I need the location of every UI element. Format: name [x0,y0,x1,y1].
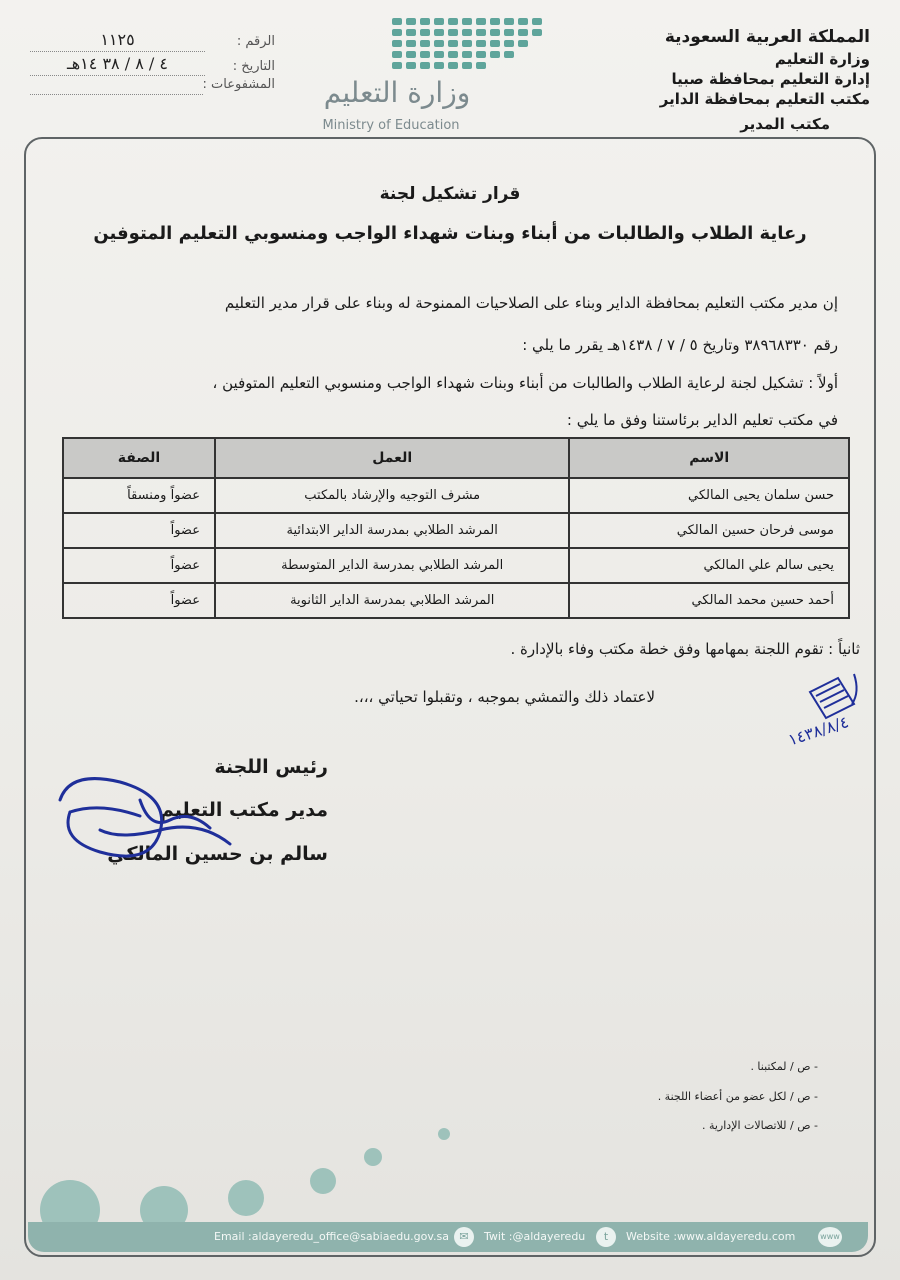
column-header-name: الاسم [569,438,849,478]
column-header-role: الصفة [63,438,215,478]
cc-item: - ص / للاتصالات الإدارية . [701,1119,818,1132]
body-paragraph-1: إن مدير مكتب التعليم بمحافظة الداير وبناء على الصلاحيات الممنوحة له وبناء على قرار مدير التعليم [224,294,838,312]
member-job: المرشد الطلابي بمدرسة الداير الابتدائية [215,513,570,548]
reference-attachments-value [30,94,203,95]
stamp-date: ١٤٣٨/٨/٤ [785,712,851,750]
reference-date-label: التاريخ : [232,58,275,74]
decorative-dot [310,1168,336,1194]
signature-position: مدير مكتب التعليم [159,799,328,821]
reference-attachments-row [30,76,275,95]
member-role: عضواً ومنسقاً [63,478,215,513]
header-country: المملكة العربية السعودية [664,27,870,47]
reference-attachments-label: المشفوعات : [202,77,275,93]
closing-remark: لاعتماد ذلك والتمشي بموجبه ، وتقبلوا تحياتي ،،،. [354,688,655,706]
signature-name: سالم بن حسين المالكي [107,843,328,865]
footer-bar [28,1222,868,1252]
signature-title: رئيس اللجنة [214,756,328,778]
committee-title: رعاية الطلاب والطالبات من أبناء وبنات شهداء الواجب ومنسوبي التعليم المتوفين [93,223,807,244]
footer-email: Email :aldayeredu_office@sabiaedu.gov.sa [214,1230,450,1243]
member-name: موسى فرحان حسين المالكي [569,513,849,548]
reference-number-row [30,28,275,52]
header-org-block [590,26,870,134]
email-icon: ✉ [454,1227,474,1247]
member-name: حسن سلمان يحيى المالكي [569,478,849,513]
member-role: عضواً [63,513,215,548]
table-row [63,513,849,548]
member-role: عضواً [63,548,215,583]
www-icon: www [818,1227,842,1247]
body-paragraph-4: في مكتب تعليم الداير برئاستنا وفق ما يلي : [566,411,838,429]
table-header-row [63,438,849,478]
committee-members-table [62,437,850,619]
header-directorate: إدارة التعليم بمحافظة صبيا [671,70,870,89]
member-role: عضواً [63,583,215,618]
decorative-dot [438,1128,450,1140]
decision-title: قرار تشكيل لجنة [379,184,521,204]
logo-english-text: Ministry of Education [322,118,460,133]
footer-twitter: Twit :@aldayeredu [484,1230,586,1243]
handwritten-signature-icon [40,760,240,870]
header-reference-fields [30,28,275,95]
member-name: يحيى سالم علي المالكي [569,548,849,583]
cc-item: - ص / لمكتبنا . [750,1060,818,1073]
table-row [63,548,849,583]
decorative-dot [228,1180,264,1216]
member-job: المرشد الطلابي بمدرسة الداير المتوسطة [215,548,570,583]
twitter-icon: t [596,1227,616,1247]
reference-number-label: الرقم : [236,34,275,50]
logo-arabic-text: وزارة التعليم [323,76,471,109]
decorative-dot [364,1148,382,1166]
member-job: المرشد الطلابي بمدرسة الداير الثانوية [215,583,570,618]
member-name: أحمد حسين محمد المالكي [569,583,849,618]
body-paragraph-3: أولاً : تشكيل لجنة لرعاية الطلاب والطالبات من أبناء وبنات شهداء الواجب ومنسوبي التعليم المتوفين ، [212,374,838,392]
reference-date-value: ٤ / ٨ / ٣٨ ١٤هـ [30,52,205,76]
header-department: مكتب المدير [740,114,830,133]
footer-website: Website :www.aldayeredu.com [626,1230,796,1243]
reference-number-value: ١١٢٥ [30,28,205,52]
approval-stamp-icon [770,666,870,750]
reference-date-row [30,52,275,76]
column-header-job: العمل [215,438,570,478]
table-row [63,583,849,618]
header-ministry: وزارة التعليم [774,49,870,68]
second-clause: ثانياً : تقوم اللجنة بمهامها وفق خطة مكتب وفاء بالإدارة . [510,640,860,658]
table-row [63,478,849,513]
body-paragraph-2: رقم ٣٨٩٦٨٣٣٠ وتاريخ ٥ / ٧ / ١٤٣٨هـ يقرر ما يلي : [522,336,838,354]
member-job: مشرف التوجيه والإرشاد بالمكتب [215,478,570,513]
header-office: مكتب التعليم بمحافظة الداير [659,90,870,109]
cc-item: - ص / لكل عضو من أعضاء اللجنة . [657,1090,818,1103]
